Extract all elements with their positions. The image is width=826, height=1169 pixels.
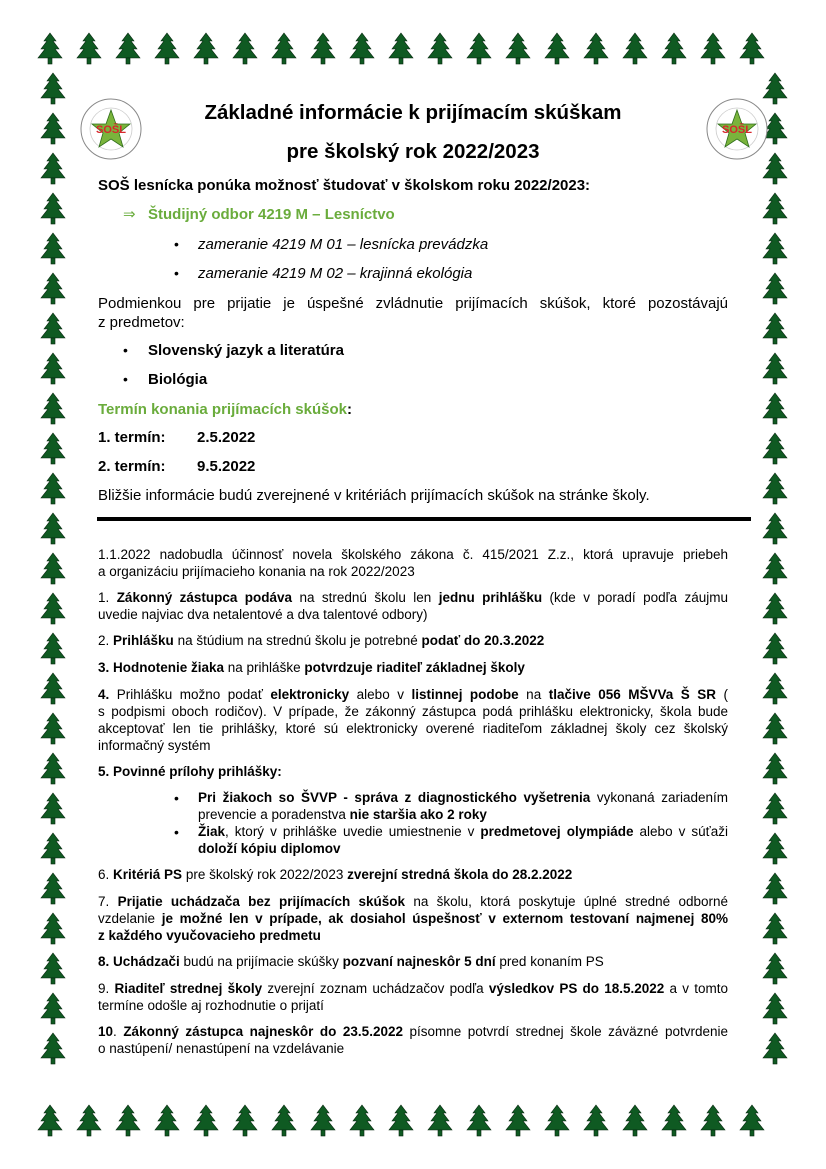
tree-icon [760,312,790,346]
tree-icon [38,552,68,586]
tree-icon [191,1104,221,1138]
tree-icon [38,352,68,386]
bullet-icon: • [174,265,179,281]
tree-icon [38,752,68,786]
tree-icon [38,672,68,706]
item-4-line4: informačný systém [98,738,211,753]
tree-icon [74,32,104,66]
tree-icon [38,312,68,346]
tree-icon [760,512,790,546]
condition-line1: Podmienkou pre prijatie je úspešné zvládnutie prijímacích skúšok, ktoré pozostávajú [98,295,728,312]
tree-icon [464,32,494,66]
attachment-2: Žiak, ktorý v prihláške uvedie umiestnenie v predmetovej olympiáde alebo v súťaži [198,824,728,839]
tree-icon [760,1032,790,1066]
tree-icon [698,32,728,66]
tree-icon [152,32,182,66]
tree-icon [38,72,68,106]
offer-intro: SOŠ lesnícka ponúka možnosť študovať v školskom roku 2022/2023: [98,177,591,194]
field-of-study: Študijný odbor 4219 M – Lesníctvo [148,206,395,223]
tree-icon [38,832,68,866]
tree-icon [38,592,68,626]
bullet-icon: • [174,236,179,252]
term-1-label: 1. termín: [98,429,166,446]
tree-icon [38,192,68,226]
tree-icon [737,1104,767,1138]
item-7-line3: z každého vyučovacieho predmetu [98,928,321,943]
tree-icon [659,32,689,66]
terms-heading: Termín konania prijímacích skúšok: [98,401,352,418]
term-2-date: 9.5.2022 [197,458,256,475]
tree-icon [503,1104,533,1138]
tree-icon [760,952,790,986]
term-1-date: 2.5.2022 [197,429,256,446]
tree-icon [38,392,68,426]
item-9: 9. Riaditeľ strednej školy zverejní zoznam uchádzačov podľa výsledkov PS do 18.5.2022 a v tomto [98,981,728,996]
tree-icon [659,1104,689,1138]
tree-icon [760,552,790,586]
more-info: Bližšie informácie budú zverejnené v kritériách prijímacích skúšok na stránke školy. [98,487,650,504]
specialization-1: zameranie 4219 M 01 – lesnícka prevádzka [198,236,489,253]
tree-icon [152,1104,182,1138]
tree-icon [38,232,68,266]
tree-icon [35,1104,65,1138]
page-title: Základné informácie k prijímacím skúškam [204,101,622,124]
item-4: 4. Prihlášku možno podať elektronicky alebo v listinnej podobe na tlačive 056 MŠVVa Š SR ( [98,687,729,702]
tree-icon [38,1032,68,1066]
tree-icon [760,272,790,306]
tree-icon [581,32,611,66]
tree-icon [386,32,416,66]
tree-icon [386,1104,416,1138]
tree-icon [347,1104,377,1138]
intro-line1: 1.1.2022 nadobudla účinnosť novela školského zákona č. 415/2021 Z.z., ktorá upravuje priebeh [98,547,728,562]
tree-icon [737,32,767,66]
tree-icon [760,752,790,786]
svg-text:SOŠL: SOŠL [96,124,126,136]
item-7-line2: vzdelanie je možné len v prípade, ak dosiahol úspešnosť v externom testovaní najmenej 80% [98,911,728,926]
tree-icon [38,792,68,826]
tree-icon [38,872,68,906]
tree-icon [760,712,790,746]
bullet-icon: • [174,790,179,806]
intro-line2: a organizáciu prijímacieho konania na rok 2022/2023 [98,564,415,579]
item-6: 6. Kritériá PS pre školský rok 2022/2023 zverejní stredná škola do 28.2.2022 [98,867,573,882]
tree-icon [760,832,790,866]
item-9-line2: termíne odošle aj rozhodnutie o prijatí [98,998,324,1013]
tree-icon [464,1104,494,1138]
tree-icon [760,632,790,666]
item-4-line2: s podpismi oboch rodičov). V prípade, že zákonný zástupca podá prihlášku elektronicky, škola bude [98,704,728,719]
tree-icon [760,992,790,1026]
bullet-icon: • [174,824,179,840]
tree-icon [760,592,790,626]
item-5-heading: 5. Povinné prílohy prihlášky: [98,764,282,779]
attachment-1: Pri žiakoch so ŠVVP - správa z diagnostického vyšetrenia vykonaná zariadením [198,790,728,805]
tree-icon [698,1104,728,1138]
item-3: 3. Hodnotenie žiaka na prihláške potvrdzuje riaditeľ základnej školy [98,660,525,675]
tree-icon [38,512,68,546]
tree-icon [347,32,377,66]
tree-icon [38,432,68,466]
tree-icon [425,1104,455,1138]
attachment-2-line2: doloží kópiu diplomov [198,841,341,856]
item-10: 10. Zákonný zástupca najneskôr do 23.5.2022 písomne potvrdí strednej škole záväzné potvrdenie [98,1024,728,1039]
tree-icon [38,472,68,506]
specialization-2: zameranie 4219 M 02 – krajinná ekológia [198,265,473,282]
tree-icon [760,392,790,426]
svg-text:SOŠL: SOŠL [722,124,752,136]
tree-icon [308,1104,338,1138]
tree-icon [269,1104,299,1138]
tree-icon [38,272,68,306]
tree-icon [230,1104,260,1138]
tree-icon [760,792,790,826]
tree-icon [542,1104,572,1138]
bullet-icon: • [123,342,128,358]
tree-icon [38,112,68,146]
tree-icon [760,352,790,386]
tree-icon [38,952,68,986]
tree-icon [542,32,572,66]
tree-icon [308,32,338,66]
tree-icon [38,152,68,186]
tree-icon [74,1104,104,1138]
item-1: 1. Zákonný zástupca podáva na strednú školu len jednu prihlášku (kde v poradí podľa záujmu [98,590,728,605]
tree-icon [503,32,533,66]
school-logo-right [705,97,769,161]
bullet-icon: • [123,371,128,387]
tree-icon [35,32,65,66]
tree-icon [760,672,790,706]
tree-icon [760,432,790,466]
subject-1: Slovenský jazyk a literatúra [148,342,344,359]
tree-icon [760,192,790,226]
divider [97,517,751,521]
tree-icon [230,32,260,66]
tree-icon [620,32,650,66]
tree-icon [38,712,68,746]
tree-icon [425,32,455,66]
tree-icon [38,912,68,946]
tree-icon [269,32,299,66]
item-4-line3: akceptovať len tie prihlášky, ktoré sú elektronicky overené riaditeľom základnej školy cez školský [98,721,728,736]
school-logo-left [79,97,143,161]
item-1-line2: uvedie najviac dva netalentové a dva talentové odbory) [98,607,428,622]
tree-icon [760,232,790,266]
tree-icon [760,872,790,906]
item-10-line2: o nastúpení/ nenastúpení na vzdelávanie [98,1041,345,1056]
attachment-1-line2: prevencie a poradenstva nie staršia ako 2 roky [198,807,487,822]
tree-icon [581,1104,611,1138]
tree-icon [760,912,790,946]
item-2: 2. Prihlášku na štúdium na strednú školu je potrebné podať do 20.3.2022 [98,633,545,648]
condition-line2: z predmetov: [98,314,185,331]
arrow-icon: ⇒ [123,206,136,223]
item-7: 7. Prijatie uchádzača bez prijímacích skúšok na školu, ktorá poskytuje úplné stredné odborné [98,894,728,909]
tree-icon [38,992,68,1026]
tree-icon [620,1104,650,1138]
tree-icon [38,632,68,666]
term-2-label: 2. termín: [98,458,166,475]
tree-icon [113,1104,143,1138]
item-8: 8. Uchádzači budú na prijímacie skúšky pozvaní najneskôr 5 dní pred konaním PS [98,954,604,969]
tree-icon [760,472,790,506]
tree-icon [191,32,221,66]
subject-2: Biológia [148,371,208,388]
page-subtitle: pre školský rok 2022/2023 [286,140,540,163]
tree-icon [113,32,143,66]
